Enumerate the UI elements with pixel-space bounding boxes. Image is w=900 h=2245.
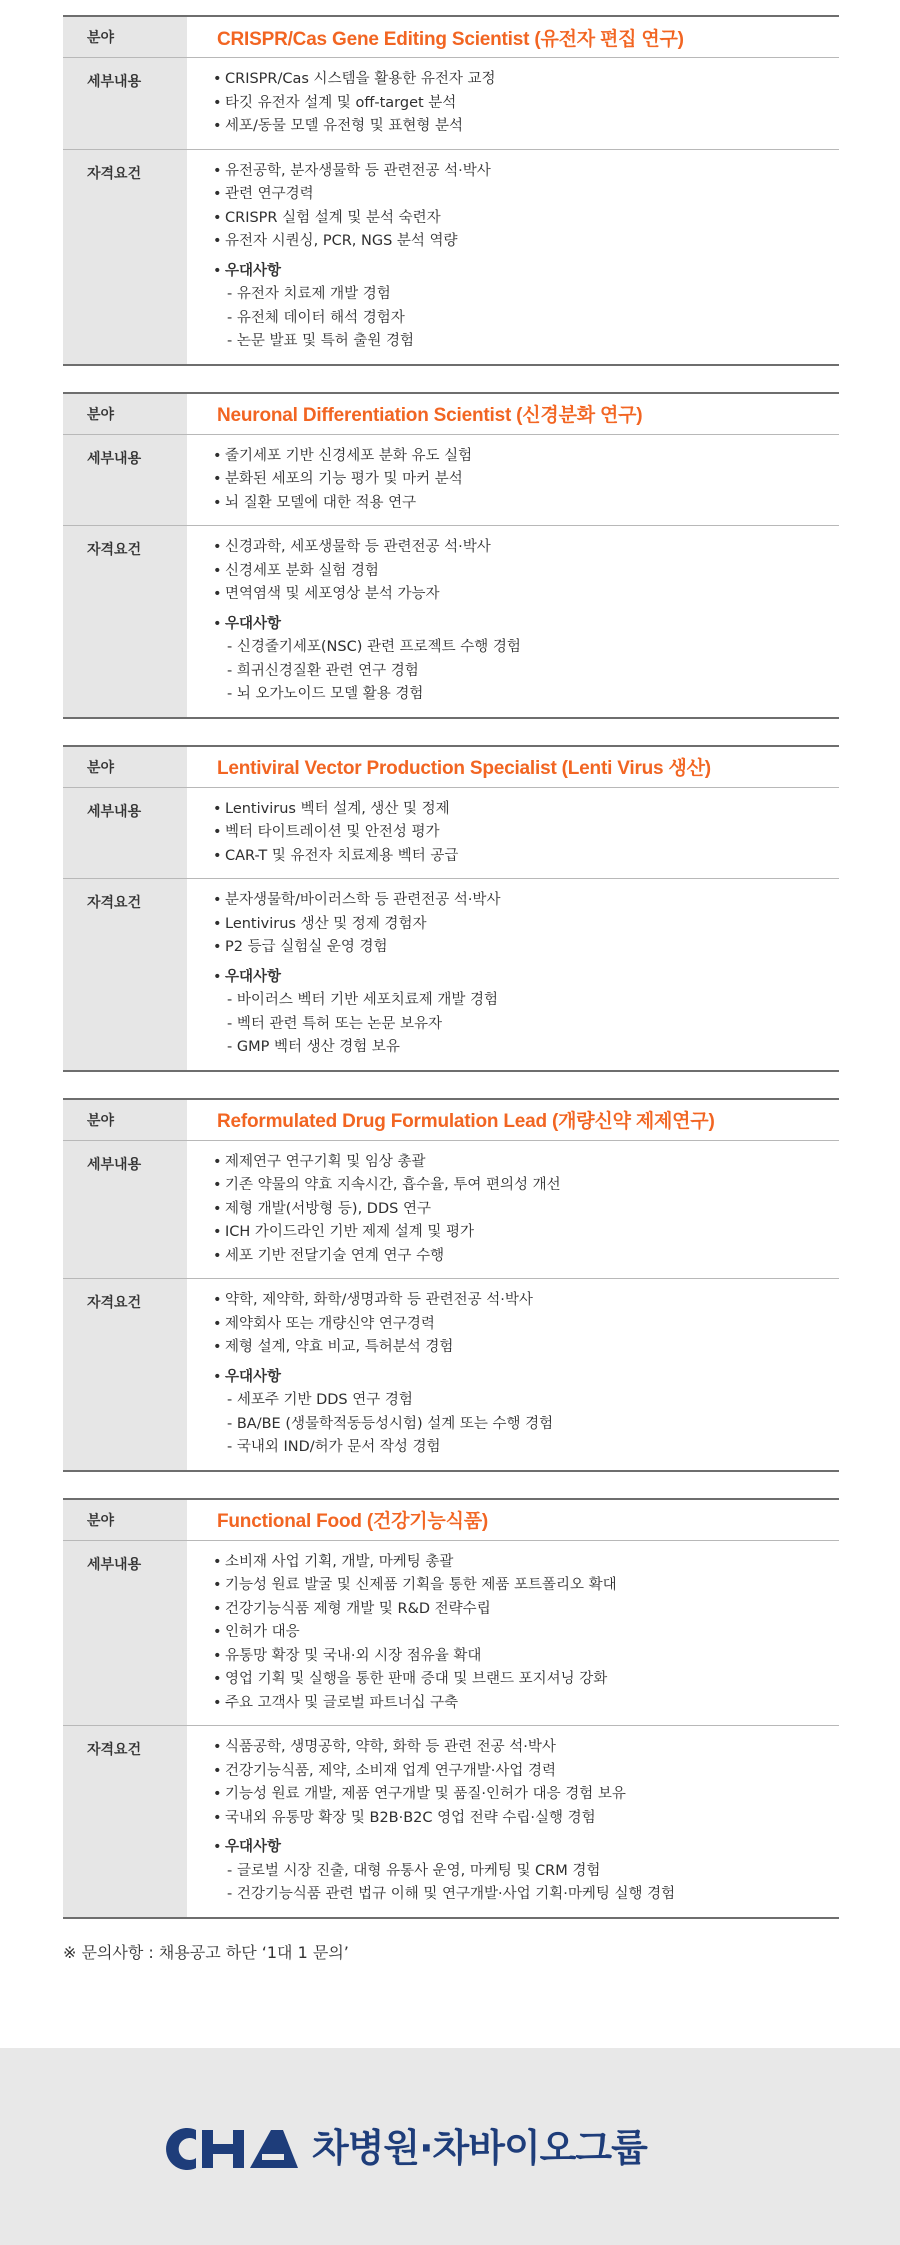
qualifications-list [213,536,521,607]
job-title: Reformulated Drug Formulation Lead (개량신약 제제연구) [217,1111,715,1132]
details-body [187,435,472,526]
qualifications-label: 자격요건 [63,526,187,717]
field-row [63,1100,839,1141]
details-list [213,798,458,869]
list-item: • 제형 설계, 약효 비교, 특허분석 경험 [213,1336,553,1360]
list-item: - 신경줄기세포(NSC) 관련 프로젝트 수행 경험 [227,636,521,660]
details-row [63,788,839,880]
list-item: • 유전공학, 분자생물학 등 관련전공 석·박사 [213,160,491,184]
list-item: • 분화된 세포의 기능 평가 및 마커 분석 [213,468,472,492]
list-item: - 건강기능식품 관련 법규 이해 및 연구개발·사업 기획·마케팅 실행 경험 [227,1883,675,1907]
preferred-heading: • 우대사항 [213,1836,675,1860]
list-item: • CAR-T 및 유전자 치료제용 벡터 공급 [213,845,458,869]
details-row [63,58,839,150]
list-item: • 건강기능식품 제형 개발 및 R&D 전략수립 [213,1598,617,1622]
job-section [63,745,839,1072]
field-label: 분야 [63,394,187,434]
qualifications-body [187,526,521,717]
preferred-list [213,989,500,1060]
list-item: - 희귀신경질환 관련 연구 경험 [227,660,521,684]
qualifications-row [63,879,839,1070]
job-title: Functional Food (건강기능식품) [217,1511,489,1532]
job-section [63,1498,839,1919]
details-label: 세부내용 [63,1541,187,1726]
list-item: • 관련 연구경력 [213,183,491,207]
list-item: • 신경세포 분화 실험 경험 [213,560,521,584]
list-item: - 국내외 IND/허가 문서 작성 경험 [227,1436,553,1460]
list-item: • 인허가 대응 [213,1621,617,1645]
details-list [213,1551,617,1716]
field-label: 분야 [63,17,187,57]
field-row [63,17,839,58]
job-section [63,1098,839,1472]
list-item: - 글로벌 시장 진출, 대형 유통사 운영, 마케팅 및 CRM 경험 [227,1860,675,1884]
details-row [63,1141,839,1280]
list-item: - 유전자 치료제 개발 경험 [227,283,491,307]
qualifications-label: 자격요건 [63,150,187,364]
job-section [63,392,839,719]
list-item: - BA/BE (생물학적동등성시험) 설계 또는 수행 경험 [227,1413,553,1437]
qualifications-label: 자격요건 [63,1726,187,1917]
qualifications-body [187,1726,675,1917]
list-item: • Lentivirus 생산 및 정제 경험자 [213,913,500,937]
list-item: - 세포주 기반 DDS 연구 경험 [227,1389,553,1413]
list-item: • Lentivirus 벡터 설계, 생산 및 정제 [213,798,458,822]
preferred-list [213,636,521,707]
footer [0,2048,900,2245]
details-body [187,1541,617,1726]
list-item: • 세포 기반 전달기술 연계 연구 수행 [213,1245,561,1269]
list-item: • 세포/동물 모델 유전형 및 표현형 분석 [213,115,495,139]
list-item: • 기존 약물의 약효 지속시간, 흡수율, 투여 편의성 개선 [213,1174,561,1198]
details-list [213,445,472,516]
list-item: • CRISPR 실험 설계 및 분석 숙련자 [213,207,491,231]
list-item: • P2 등급 실험실 운영 경험 [213,936,500,960]
list-item: - 벡터 관련 특허 또는 논문 보유자 [227,1013,500,1037]
list-item: • 건강기능식품, 제약, 소비재 업계 연구개발·사업 경력 [213,1760,675,1784]
list-item: • 분자생물학/바이러스학 등 관련전공 석·박사 [213,889,500,913]
field-row [63,747,839,788]
list-item: • 제제연구 연구기획 및 임상 총괄 [213,1151,561,1175]
qualifications-list [213,889,500,960]
group-name: 차병원·차바이오그룹 [312,2126,647,2170]
list-item: • 신경과학, 세포생물학 등 관련전공 석·박사 [213,536,521,560]
field-label: 분야 [63,1500,187,1540]
list-item: • 벡터 타이트레이션 및 안전성 평가 [213,821,458,845]
list-item: • 소비재 사업 기획, 개발, 마케팅 총괄 [213,1551,617,1575]
qualifications-label: 자격요건 [63,879,187,1070]
list-item: - 논문 발표 및 특허 출원 경험 [227,330,491,354]
qualifications-list [213,1289,553,1360]
list-item: • 유통망 확장 및 국내·외 시장 점유율 확대 [213,1645,617,1669]
preferred-list [213,1860,675,1907]
qualifications-row [63,1279,839,1470]
qualifications-list [213,1736,675,1830]
list-item: • 주요 고객사 및 글로벌 파트너십 구축 [213,1692,617,1716]
list-item: • 줄기세포 기반 신경세포 분화 유도 실험 [213,445,472,469]
list-item: - 뇌 오가노이드 모델 활용 경험 [227,683,521,707]
list-item: • 유전자 시퀀싱, PCR, NGS 분석 역량 [213,230,491,254]
details-label: 세부내용 [63,58,187,149]
field-label: 분야 [63,1100,187,1140]
list-item: • 타깃 유전자 설계 및 off-target 분석 [213,92,495,116]
list-item: • 영업 기획 및 실행을 통한 판매 증대 및 브랜드 포지셔닝 강화 [213,1668,617,1692]
details-label: 세부내용 [63,788,187,879]
qualifications-body [187,879,500,1070]
preferred-heading: • 우대사항 [213,1366,553,1390]
job-title: CRISPR/Cas Gene Editing Scientist (유전자 편집 연구) [217,28,684,50]
qualifications-row [63,150,839,364]
qualifications-label: 자격요건 [63,1279,187,1470]
preferred-list [213,1389,553,1460]
preferred-heading: • 우대사항 [213,613,521,637]
list-item: • 국내외 유통망 확장 및 B2B·B2C 영업 전략 수립·실행 경험 [213,1807,675,1831]
list-item: • 기능성 원료 개발, 제품 연구개발 및 품질·인허가 대응 경험 보유 [213,1783,675,1807]
list-item: • 식품공학, 생명공학, 약학, 화학 등 관련 전공 석·박사 [213,1736,675,1760]
details-label: 세부내용 [63,435,187,526]
list-item: • 면역염색 및 세포영상 분석 가능자 [213,583,521,607]
preferred-heading: • 우대사항 [213,260,491,284]
preferred-heading: • 우대사항 [213,966,500,990]
details-row [63,1541,839,1727]
job-title: Neuronal Differentiation Scientist (신경분화 연구) [217,405,643,426]
details-list [213,1151,561,1269]
details-label: 세부내용 [63,1141,187,1279]
qualifications-body [187,150,491,364]
list-item: - 바이러스 벡터 기반 세포치료제 개발 경험 [227,989,500,1013]
preferred-list [213,283,491,354]
cha-logo-icon [152,2126,300,2172]
qualifications-body [187,1279,553,1470]
job-listing [63,15,839,1945]
list-item: • CRISPR/Cas 시스템을 활용한 유전자 교정 [213,68,495,92]
qualifications-row [63,526,839,717]
list-item: • 기능성 원료 발굴 및 신제품 기획을 통한 제품 포트폴리오 확대 [213,1574,617,1598]
details-body [187,788,458,879]
list-item: • 제약회사 또는 개량신약 연구경력 [213,1313,553,1337]
field-row [63,1500,839,1541]
list-item: - 유전체 데이터 해석 경험자 [227,307,491,331]
inquiry-note: ※ 문의사항 : 채용공고 하단 ‘1대 1 문의’ [63,1943,349,1962]
list-item: - GMP 벡터 생산 경험 보유 [227,1036,500,1060]
qualifications-list [213,160,491,254]
list-item: • ICH 가이드라인 기반 제제 설계 및 평가 [213,1221,561,1245]
details-row [63,435,839,527]
details-body [187,1141,561,1279]
list-item: • 약학, 제약학, 화학/생명과학 등 관련전공 석·박사 [213,1289,553,1313]
field-row [63,394,839,435]
qualifications-row [63,1726,839,1917]
details-body [187,58,495,149]
job-section [63,15,839,366]
job-title: Lentiviral Vector Production Specialist (Lenti Virus 생산) [217,758,711,779]
list-item: • 뇌 질환 모델에 대한 적용 연구 [213,492,472,516]
list-item: • 제형 개발(서방형 등), DDS 연구 [213,1198,561,1222]
field-label: 분야 [63,747,187,787]
details-list [213,68,495,139]
